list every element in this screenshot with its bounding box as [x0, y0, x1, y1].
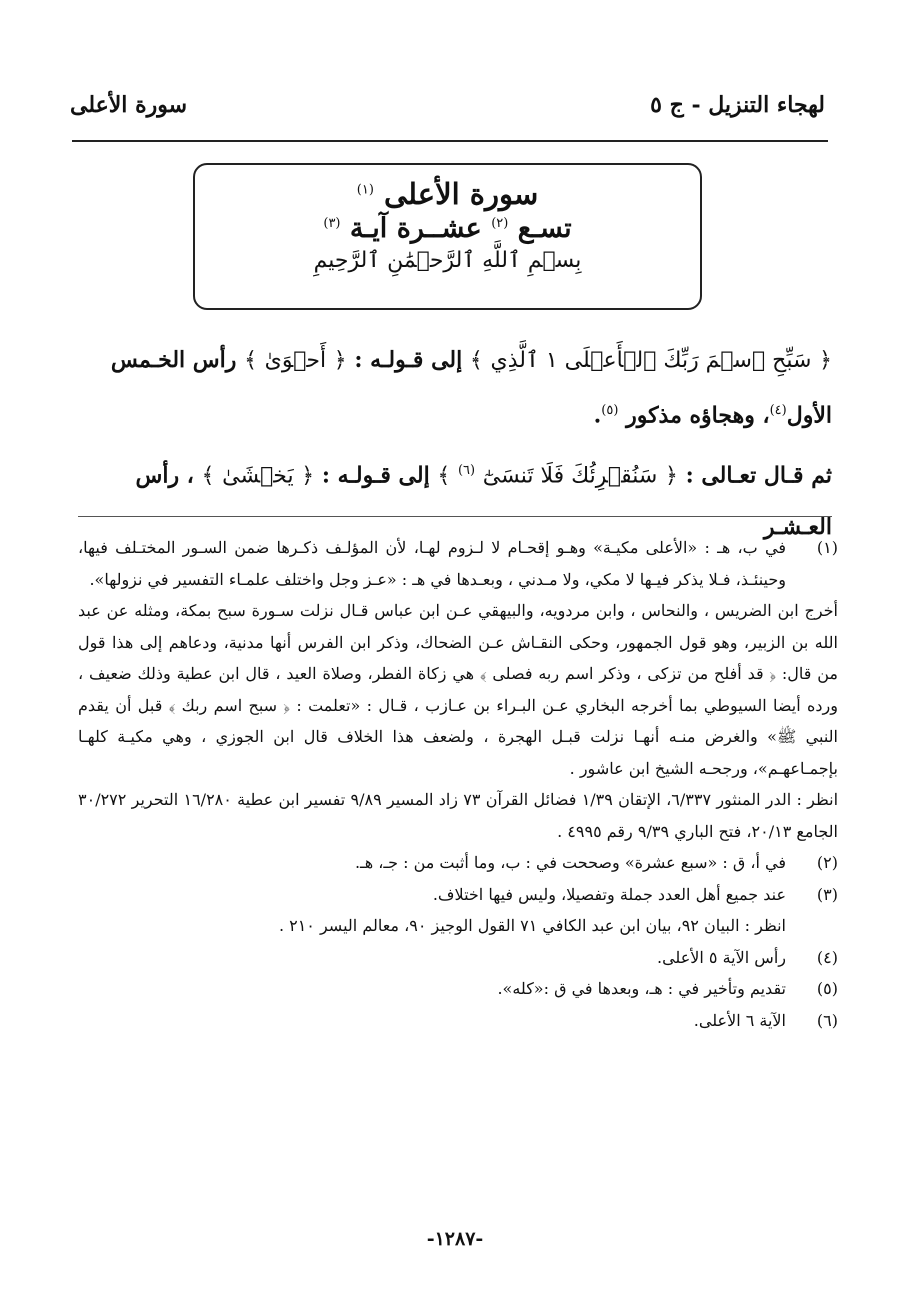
verse-count: [195, 213, 700, 244]
footnote-1-commentary: أخرج ابن الضريس ، والنحاس ، وابن مردويه، والبيهقي عـن ابن عباس قـال نزلت سـورة سبح بمكة، ومثله عن عبد الله بن الزبير، وهو قول الجمهور، وحكى النقـاش عـن الضحاك، وذكر ابن الفرس أنها مدنية، ودعاهم إلى هذا قول من قال: ﴿ قد أفلح من تزكى ، وذكر اسم ربه فصلى ﴾ هي زكاة الفطر، وصلاة العيد ، قال ابن عطية وذلك ضعيف ، ورده أيضا السيوطي بما أخرجه البخاري عـن البـراء بن عـازب ، قـال : «تعلمت : ﴿ سبح اسم ربك ﴾ قبل أن يقدم النبي ﷺ» والغرض منـه أنهـا نزلت قبـل الهجرة ، ولضعف هذا الخلاف قال ابن الجوزي ، وهي مكيـة كلهـا بإجمـاعهـم»، ورجحـه الشيخ ابن عاشور .: [78, 601, 839, 778]
quran-bracket-open: ﴿: [333, 348, 347, 373]
surah-title: [195, 177, 700, 211]
footnote-text: في أ، ق : «سبع عشرة» وصححت في : ب، وما أثبت من : جـ، هـ.: [354, 853, 786, 872]
text-run: إلى قـولـه :: [354, 347, 463, 373]
footnote-ref: (٢): [491, 216, 509, 231]
footnote-ref: (٥): [601, 403, 619, 418]
text-run: ، وهجاؤه مذكور: [626, 402, 770, 429]
footnote-ref: (٤): [769, 403, 787, 418]
quran-verse: أَحۡوَىٰ: [264, 348, 327, 373]
text-run: رأس الخـمس الأول: [110, 347, 832, 429]
footnote-text: الآية ٦ الأعلى.: [693, 1010, 786, 1030]
footnote-number: (٦): [816, 1010, 838, 1030]
quran-verse: يَخۡشَىٰ: [222, 463, 294, 489]
footnote-number: (١): [816, 538, 838, 557]
verse-count-b: عشــرة آيـة: [349, 213, 482, 244]
footnotes: [78, 532, 838, 1036]
footnote-sources: انظر : البيان ٩٢، بيان ابن عبد الكافي ٧١ القول الوجيز ٩٠، معالم اليسر ٢١٠ .: [278, 916, 786, 935]
footnote-ref: (٣): [323, 216, 341, 231]
text-run: ثم قـال تعـالى :: [685, 462, 832, 489]
quran-bracket-open: ﴿: [819, 348, 832, 373]
footnote-separator: [78, 516, 832, 517]
footnote-number: (٥): [816, 979, 838, 998]
quran-bracket-close: ﴾: [201, 463, 215, 489]
quran-bracket-close: ﴾: [244, 348, 257, 373]
footnote-text: في ب، هـ : «الأعلى مكيـة» وهـو إقحـام لا لـزوم لهـا، لأن المؤلـف ذكـرها ضمن السـور المختـلف فيها، وحينئـذ، فـلا يذكر فيـها لا مكي، ولا مـدني ، وبعـدها في هـ : «عـز وجل واختلف علمـاء التفسير في نزولها».: [78, 538, 786, 589]
quran-bracket-close: ﴾: [437, 463, 451, 489]
footnote-3: [78, 879, 838, 942]
footnote-number: (٤): [816, 947, 838, 967]
quran-bracket-open: ﴿: [301, 463, 315, 489]
header-surah-name: سورة الأعلى: [70, 92, 188, 118]
footnote-text: عند جميع أهل العدد جملة وتفصيلا، وليس فيها اختلاف.: [432, 884, 786, 904]
text-run: إلى قـولـه :: [321, 462, 430, 489]
page-number: -١٢٨٧-: [426, 1228, 484, 1250]
book-title: لهجاء التنزيل - ج ٥: [650, 92, 825, 118]
header-rule: [72, 140, 828, 142]
quran-bracket-open: ﴿: [665, 463, 678, 489]
running-header: [70, 92, 825, 132]
quran-verse: سَبِّحِ ٱسۡمَ رَبِّكَ ٱلۡأَعۡلَى ١ ٱلَّذِي: [490, 348, 812, 373]
main-text: [78, 335, 832, 558]
footnote-2: [78, 847, 838, 879]
footnote-number: (٣): [816, 884, 838, 904]
footnote-1-sources: انظر : الدر المنثور ٦/٣٣٧، الإتقان ١/٣٩ فضائل القرآن ٧٣ زاد المسير ٩/٨٩ تفسير ابن عطية ١٦/٢٨٠ التحرير ٣٠/٢٧٢ الجامع ٢٠/١٣، فتح الباري ٩/٣٩ رقم ٤٩٩٥ .: [78, 790, 839, 841]
quran-verse: سَنُقۡرِئُكَ فَلَا تَنسَىٰٓ: [482, 463, 658, 489]
text-run: .: [593, 402, 602, 429]
footnote-text: تقديم وتأخير في : هـ، وبعدها في ق :«كله».: [497, 979, 786, 998]
verse-count-a: تسـع: [517, 213, 572, 244]
footnote-number: (٢): [816, 853, 838, 872]
footnote-5: [78, 973, 838, 1005]
quran-bracket-close: ﴾: [469, 348, 483, 373]
main-paragraph-1: [78, 335, 832, 440]
footnote-1: [78, 532, 838, 595]
footnote-4: [78, 942, 838, 974]
footnote-ref: (١): [356, 182, 374, 198]
surah-title-text: سورة الأعلى: [384, 177, 539, 211]
footnote-text: رأس الآية ٥ الأعلى.: [657, 947, 786, 967]
footnote-ref: (٦): [457, 463, 476, 479]
text-run: ، رأس العـشـر: [135, 462, 832, 540]
surah-title-box: [193, 163, 702, 310]
basmala: بِسۡمِ ٱللَّهِ ٱلرَّحۡمَٰنِ ٱلرَّحِيمِ: [313, 248, 582, 273]
footnote-6: [78, 1005, 838, 1037]
